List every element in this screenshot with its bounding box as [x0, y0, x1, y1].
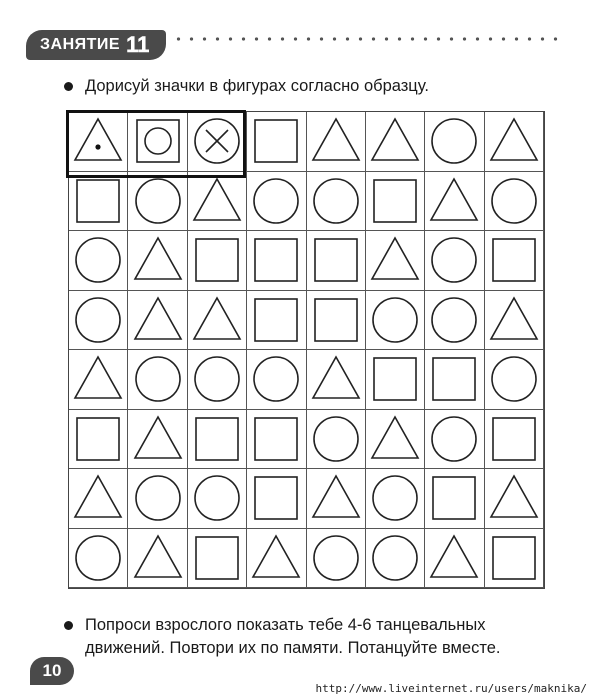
circle-outline — [254, 179, 298, 223]
grid-cell — [366, 231, 425, 291]
square-icon — [73, 176, 123, 226]
triangle-icon — [489, 295, 539, 345]
circle-icon — [73, 235, 123, 285]
grid-cell — [485, 172, 544, 232]
circle-icon — [429, 116, 479, 166]
sample-cell — [128, 112, 187, 172]
grid-cell — [425, 172, 484, 232]
square-icon — [192, 235, 242, 285]
grid-cell — [69, 172, 128, 232]
triangle-outline — [135, 238, 181, 279]
triangle-icon — [133, 533, 183, 583]
grid-cell — [188, 172, 247, 232]
square-icon — [429, 354, 479, 404]
triangle-icon — [73, 354, 123, 404]
square-outline — [433, 358, 475, 400]
triangle-icon — [192, 176, 242, 226]
grid-cell — [366, 112, 425, 172]
triangle-icon — [370, 414, 420, 464]
triangle-icon — [311, 473, 361, 523]
circle-icon — [133, 473, 183, 523]
triangle-icon — [251, 533, 301, 583]
grid-cell — [247, 529, 306, 589]
grid-cell — [485, 410, 544, 470]
square-icon — [133, 116, 183, 166]
circle-outline — [136, 476, 180, 520]
grid-cell — [69, 469, 128, 529]
grid-cell — [307, 172, 366, 232]
square-icon — [251, 414, 301, 464]
grid-cell — [69, 410, 128, 470]
triangle-outline — [135, 536, 181, 577]
triangle-icon — [133, 414, 183, 464]
triangle-outline — [194, 298, 240, 339]
square-outline — [493, 418, 535, 460]
triangle-outline — [372, 119, 418, 160]
triangle-outline — [372, 238, 418, 279]
circle-icon — [311, 533, 361, 583]
grid-cell — [425, 112, 484, 172]
sample-cell — [69, 112, 128, 172]
instruction-text: Попроси взрослого показать тебе 4-6 танцевальных движений. Повтори их по памяти. Потанцуйте вместе. — [85, 616, 501, 657]
grid-cell — [485, 231, 544, 291]
circle-outline — [432, 417, 476, 461]
circle-icon — [429, 235, 479, 285]
circle-icon — [192, 354, 242, 404]
circle-outline — [195, 357, 239, 401]
grid-cell — [69, 350, 128, 410]
circle-icon — [370, 295, 420, 345]
circle-icon — [133, 354, 183, 404]
dotted-divider — [172, 36, 562, 42]
triangle-outline — [491, 476, 537, 517]
square-outline — [77, 180, 119, 222]
grid-cell — [366, 172, 425, 232]
grid-cell — [307, 112, 366, 172]
circle-outline — [76, 536, 120, 580]
triangle-outline — [313, 119, 359, 160]
square-outline — [315, 299, 357, 341]
grid-cell — [247, 172, 306, 232]
instruction-dance — [64, 614, 564, 660]
grid-cell — [247, 410, 306, 470]
triangle-icon — [429, 176, 479, 226]
triangle-outline — [253, 536, 299, 577]
page-number: 10 — [42, 661, 62, 680]
grid-cell — [247, 469, 306, 529]
circle-outline — [432, 298, 476, 342]
triangle-icon — [73, 116, 123, 166]
circle-outline — [314, 179, 358, 223]
square-outline — [196, 239, 238, 281]
grid-cell — [188, 231, 247, 291]
square-outline — [196, 537, 238, 579]
circle-mark — [145, 128, 171, 154]
page-number-badge — [30, 657, 74, 685]
circle-icon — [429, 414, 479, 464]
grid-cell — [128, 231, 187, 291]
grid-cell — [188, 291, 247, 351]
square-icon — [192, 414, 242, 464]
grid-cell — [366, 469, 425, 529]
triangle-outline — [75, 357, 121, 398]
instruction-drawing — [64, 75, 429, 98]
grid-cell — [188, 469, 247, 529]
circle-outline — [492, 357, 536, 401]
circle-outline — [254, 357, 298, 401]
grid-cell — [366, 291, 425, 351]
circle-outline — [195, 476, 239, 520]
circle-icon — [370, 473, 420, 523]
square-outline — [255, 120, 297, 162]
square-outline — [255, 239, 297, 281]
bullet-icon — [64, 82, 73, 91]
square-icon — [192, 533, 242, 583]
circle-icon — [370, 533, 420, 583]
square-outline — [315, 239, 357, 281]
grid-cell — [485, 469, 544, 529]
square-outline — [255, 299, 297, 341]
square-icon — [251, 295, 301, 345]
triangle-icon — [370, 235, 420, 285]
triangle-icon — [311, 354, 361, 404]
circle-outline — [373, 476, 417, 520]
circle-icon — [251, 354, 301, 404]
square-icon — [370, 354, 420, 404]
sample-cell — [188, 112, 247, 172]
grid-cell — [128, 350, 187, 410]
circle-icon — [73, 295, 123, 345]
grid-cell — [69, 291, 128, 351]
square-icon — [489, 414, 539, 464]
circle-icon — [133, 176, 183, 226]
grid-cell — [425, 350, 484, 410]
square-icon — [311, 295, 361, 345]
square-outline — [493, 537, 535, 579]
grid-cell — [485, 291, 544, 351]
square-outline — [137, 120, 179, 162]
circle-outline — [432, 238, 476, 282]
circle-outline — [76, 298, 120, 342]
square-outline — [493, 239, 535, 281]
grid-cell — [69, 231, 128, 291]
triangle-outline — [135, 417, 181, 458]
circle-outline — [492, 179, 536, 223]
triangle-icon — [489, 473, 539, 523]
grid-cell — [128, 529, 187, 589]
circle-icon — [429, 295, 479, 345]
grid-cell — [188, 350, 247, 410]
grid-cell — [425, 469, 484, 529]
grid-cell — [425, 529, 484, 589]
grid-cell — [485, 350, 544, 410]
square-icon — [251, 235, 301, 285]
grid-cell — [485, 529, 544, 589]
square-outline — [374, 358, 416, 400]
square-outline — [255, 477, 297, 519]
triangle-icon — [429, 533, 479, 583]
triangle-icon — [73, 473, 123, 523]
circle-outline — [373, 298, 417, 342]
bullet-icon — [64, 621, 73, 630]
triangle-outline — [431, 179, 477, 220]
grid-cell — [247, 231, 306, 291]
triangle-outline — [135, 298, 181, 339]
square-icon — [73, 414, 123, 464]
triangle-outline — [313, 476, 359, 517]
instruction-text: Дорисуй значки в фигурах согласно образцу. — [85, 77, 429, 95]
triangle-outline — [194, 179, 240, 220]
square-outline — [196, 418, 238, 460]
grid-cell — [425, 410, 484, 470]
shapes-grid — [68, 111, 545, 589]
grid-cell — [128, 469, 187, 529]
grid-cell — [188, 529, 247, 589]
circle-icon — [489, 354, 539, 404]
circle-icon — [192, 473, 242, 523]
grid-cell — [425, 231, 484, 291]
triangle-icon — [489, 116, 539, 166]
grid-cell — [366, 529, 425, 589]
grid-cell — [247, 350, 306, 410]
grid-cell — [307, 529, 366, 589]
circle-outline — [136, 179, 180, 223]
grid-cell — [425, 291, 484, 351]
grid-cell — [128, 410, 187, 470]
square-icon — [251, 473, 301, 523]
triangle-icon — [370, 116, 420, 166]
grid-cell — [366, 410, 425, 470]
triangle-icon — [133, 235, 183, 285]
triangle-outline — [431, 536, 477, 577]
grid-cell — [247, 291, 306, 351]
circle-outline — [314, 417, 358, 461]
square-outline — [77, 418, 119, 460]
circle-outline — [136, 357, 180, 401]
triangle-outline — [491, 298, 537, 339]
circle-icon — [251, 176, 301, 226]
circle-outline — [76, 238, 120, 282]
triangle-outline — [75, 119, 121, 160]
grid-cell — [485, 112, 544, 172]
circle-outline — [432, 119, 476, 163]
lesson-label: ЗАНЯТИЕ — [40, 36, 121, 53]
dot-mark — [96, 145, 101, 150]
grid-cell — [307, 410, 366, 470]
grid-cell — [128, 172, 187, 232]
circle-icon — [311, 414, 361, 464]
triangle-outline — [75, 476, 121, 517]
circle-icon — [489, 176, 539, 226]
square-outline — [374, 180, 416, 222]
triangle-outline — [313, 357, 359, 398]
triangle-icon — [311, 116, 361, 166]
grid-cell — [307, 469, 366, 529]
grid-cell — [188, 410, 247, 470]
square-icon — [489, 533, 539, 583]
circle-icon — [73, 533, 123, 583]
lesson-badge — [26, 30, 166, 60]
square-icon — [429, 473, 479, 523]
square-icon — [311, 235, 361, 285]
triangle-icon — [133, 295, 183, 345]
circle-outline — [314, 536, 358, 580]
watermark-url: http://www.liveinternet.ru/users/maknika/ — [315, 682, 587, 695]
triangle-outline — [372, 417, 418, 458]
grid-cell — [247, 112, 306, 172]
triangle-icon — [192, 295, 242, 345]
circle-outline — [373, 536, 417, 580]
square-outline — [255, 418, 297, 460]
grid-cell — [69, 529, 128, 589]
circle-icon — [192, 116, 242, 166]
grid-cell — [128, 291, 187, 351]
square-icon — [251, 116, 301, 166]
square-outline — [433, 477, 475, 519]
square-icon — [370, 176, 420, 226]
circle-icon — [311, 176, 361, 226]
triangle-outline — [491, 119, 537, 160]
grid-cell — [307, 350, 366, 410]
grid-cell — [307, 231, 366, 291]
square-icon — [489, 235, 539, 285]
grid-cell — [307, 291, 366, 351]
lesson-number: 11 — [126, 32, 150, 57]
grid-cell — [366, 350, 425, 410]
